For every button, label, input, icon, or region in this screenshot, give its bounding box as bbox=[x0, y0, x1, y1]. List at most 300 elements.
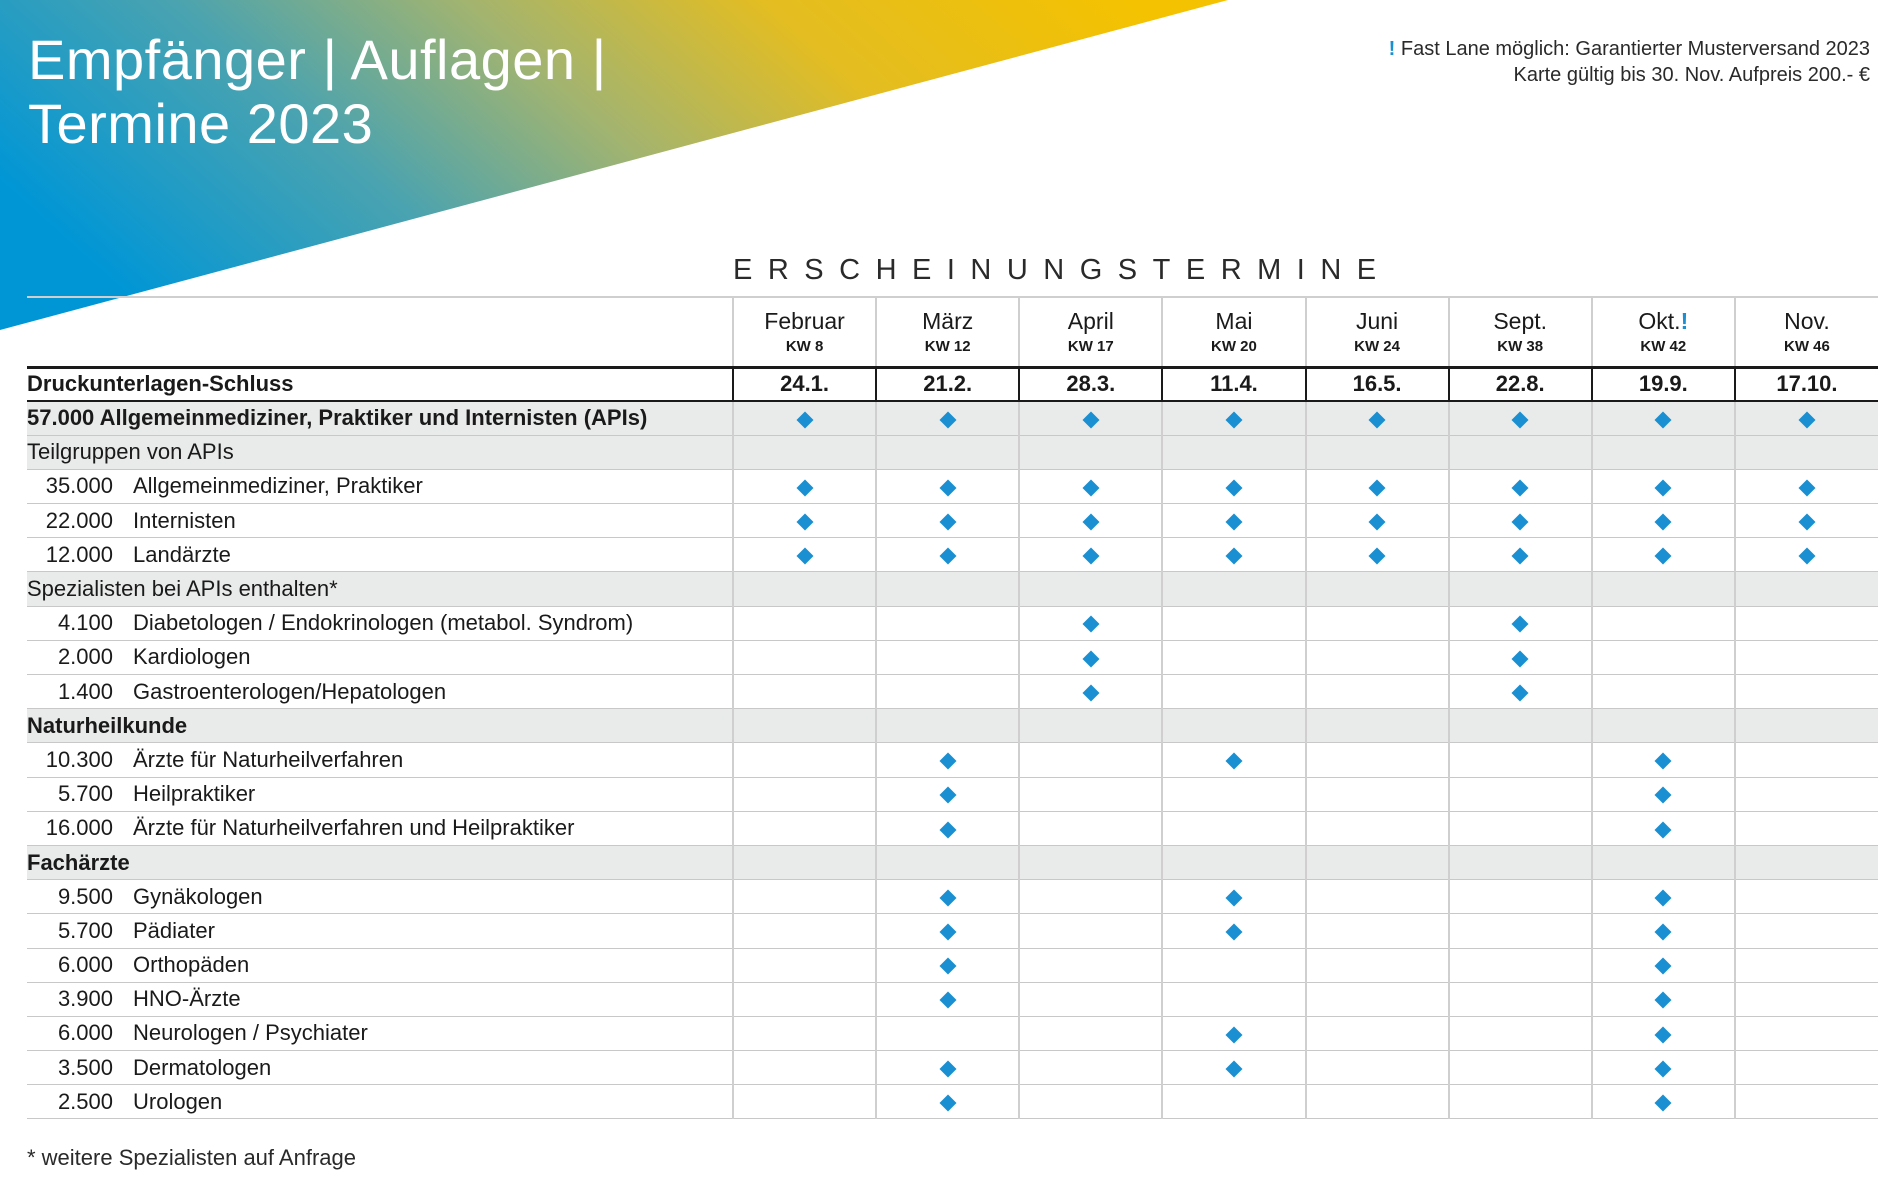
schedule-cell bbox=[733, 640, 876, 674]
schedule-cell bbox=[876, 1085, 1019, 1119]
schedule-cell bbox=[1449, 538, 1592, 572]
schedule-cell bbox=[1162, 1085, 1305, 1119]
diamond-marker-icon bbox=[796, 479, 813, 496]
schedule-cell bbox=[1449, 743, 1592, 777]
schedule-cell bbox=[733, 982, 876, 1016]
fast-lane-mark: ! bbox=[1680, 307, 1689, 334]
schedule-cell bbox=[1735, 1016, 1878, 1050]
diamond-marker-icon bbox=[1225, 889, 1242, 906]
month-name-text: Februar bbox=[764, 307, 845, 334]
month-name bbox=[1020, 308, 1161, 334]
row-quantity: 16.000 bbox=[45, 815, 113, 841]
schedule-cell bbox=[1735, 709, 1878, 743]
schedule-cell bbox=[1019, 538, 1162, 572]
table-row bbox=[27, 709, 1878, 743]
schedule-cell bbox=[1162, 880, 1305, 914]
row-label bbox=[27, 435, 733, 469]
schedule-cell bbox=[1019, 811, 1162, 845]
diamond-marker-icon bbox=[1082, 479, 1099, 496]
schedule-cell bbox=[1449, 948, 1592, 982]
row-quantity: 5.700 bbox=[57, 917, 113, 943]
diamond-marker-icon bbox=[939, 548, 956, 565]
schedule-cell bbox=[1449, 880, 1592, 914]
schedule-cell bbox=[733, 880, 876, 914]
schedule-cell bbox=[1019, 1085, 1162, 1119]
schedule-cell bbox=[1592, 1016, 1735, 1050]
schedule-cell bbox=[1592, 982, 1735, 1016]
month-header-6 bbox=[1592, 297, 1735, 367]
schedule-cell bbox=[1449, 1016, 1592, 1050]
row-label-text: Spezialisten bei APIs enthalten* bbox=[27, 576, 338, 602]
diamond-marker-icon bbox=[1082, 684, 1099, 701]
month-name bbox=[877, 308, 1018, 334]
diamond-marker-icon bbox=[1512, 513, 1529, 530]
month-name-text: Okt. bbox=[1638, 307, 1681, 334]
diamond-marker-icon bbox=[939, 513, 956, 530]
footnote: * weitere Spezialisten auf Anfrage bbox=[27, 1145, 356, 1170]
diamond-marker-icon bbox=[1225, 1026, 1242, 1043]
row-label-text: Dermatologen bbox=[133, 1054, 272, 1080]
diamond-marker-icon bbox=[939, 992, 956, 1009]
diamond-marker-icon bbox=[1082, 650, 1099, 667]
row-label bbox=[27, 469, 733, 503]
schedule-cell bbox=[1162, 401, 1305, 435]
diamond-marker-icon bbox=[1225, 924, 1242, 941]
row-quantity: 22.000 bbox=[45, 507, 113, 533]
schedule-cell bbox=[1449, 914, 1592, 948]
schedule-cell bbox=[1449, 469, 1592, 503]
schedule-cell bbox=[1735, 640, 1878, 674]
month-header-4 bbox=[1306, 297, 1449, 367]
calendar-week: KW 38 bbox=[1497, 337, 1544, 355]
deadline-label: Druckunterlagen-Schluss bbox=[27, 367, 733, 401]
schedule-cell bbox=[1162, 1016, 1305, 1050]
schedule-cell bbox=[1449, 572, 1592, 606]
schedule-cell bbox=[733, 435, 876, 469]
schedule-cell bbox=[1019, 675, 1162, 709]
schedule-cell bbox=[1449, 1051, 1592, 1085]
month-header-7 bbox=[1735, 297, 1878, 367]
table-row bbox=[27, 914, 1878, 948]
schedule-cell bbox=[1306, 880, 1449, 914]
diamond-marker-icon bbox=[796, 548, 813, 565]
diamond-marker-icon bbox=[1655, 821, 1672, 838]
table-row bbox=[27, 640, 1878, 674]
schedule-cell bbox=[733, 948, 876, 982]
schedule-cell bbox=[1735, 982, 1878, 1016]
row-label bbox=[27, 606, 733, 640]
schedule-cell bbox=[1449, 504, 1592, 538]
schedule-cell bbox=[733, 572, 876, 606]
table-row bbox=[27, 1016, 1878, 1050]
schedule-cell bbox=[1735, 914, 1878, 948]
schedule-cell bbox=[1162, 504, 1305, 538]
fast-lane-line-1: Fast Lane möglich: Garantierter Musterversand 2023 bbox=[1400, 38, 1870, 60]
schedule-cell bbox=[1019, 640, 1162, 674]
schedule-cell bbox=[1735, 880, 1878, 914]
row-quantity: 2.000 bbox=[57, 644, 113, 670]
schedule-cell bbox=[1592, 640, 1735, 674]
calendar-week: KW 8 bbox=[785, 337, 824, 355]
schedule-cell bbox=[733, 743, 876, 777]
schedule-cell bbox=[1592, 743, 1735, 777]
schedule-cell bbox=[1306, 504, 1449, 538]
schedule-cell bbox=[1306, 709, 1449, 743]
row-quantity: 12.000 bbox=[45, 541, 113, 567]
schedule-cell bbox=[1162, 469, 1305, 503]
month-header-1 bbox=[876, 297, 1019, 367]
schedule-cell bbox=[1449, 1085, 1592, 1119]
schedule-cell bbox=[1592, 435, 1735, 469]
row-label-text: Kardiologen bbox=[133, 644, 251, 670]
month-name-text: April bbox=[1067, 307, 1114, 334]
table-row bbox=[27, 948, 1878, 982]
diamond-marker-icon bbox=[1369, 548, 1386, 565]
schedule-cell bbox=[876, 811, 1019, 845]
schedule-cell bbox=[1449, 606, 1592, 640]
row-label-text: Ärzte für Naturheilverfahren und Heilpraktiker bbox=[133, 815, 575, 841]
schedule-cell bbox=[1162, 743, 1305, 777]
schedule-cell bbox=[1306, 640, 1449, 674]
fast-lane-mark: ! bbox=[1388, 38, 1396, 60]
schedule-cell bbox=[1449, 640, 1592, 674]
diamond-marker-icon bbox=[1512, 411, 1529, 428]
schedule-cell bbox=[1592, 845, 1735, 879]
month-name bbox=[734, 308, 875, 334]
month-name-text: Juni bbox=[1355, 307, 1399, 334]
month-name bbox=[1163, 308, 1304, 334]
schedule-cell bbox=[1306, 469, 1449, 503]
schedule-cell bbox=[1306, 1016, 1449, 1050]
schedule-cell bbox=[876, 845, 1019, 879]
schedule-cell bbox=[1162, 709, 1305, 743]
diamond-marker-icon bbox=[1225, 753, 1242, 770]
month-name bbox=[1307, 308, 1448, 334]
table-row bbox=[27, 845, 1878, 879]
deadline-date-7: 17.10. bbox=[1735, 367, 1878, 401]
schedule-cell bbox=[1735, 435, 1878, 469]
fast-lane-line-2: Karte gültig bis 30. Nov. Aufpreis 200.- € bbox=[1513, 64, 1870, 86]
page-title bbox=[28, 28, 607, 156]
diamond-marker-icon bbox=[939, 479, 956, 496]
table-row bbox=[27, 401, 1878, 435]
schedule-cell bbox=[1592, 401, 1735, 435]
diamond-marker-icon bbox=[1225, 411, 1242, 428]
schedule-cell bbox=[1735, 1051, 1878, 1085]
schedule-cell bbox=[876, 982, 1019, 1016]
schedule-cell bbox=[733, 504, 876, 538]
schedule-cell bbox=[733, 845, 876, 879]
schedule-cell bbox=[733, 709, 876, 743]
table-row bbox=[27, 777, 1878, 811]
deadline-date-3: 11.4. bbox=[1162, 367, 1305, 401]
schedule-cell bbox=[1019, 743, 1162, 777]
schedule-cell bbox=[1019, 914, 1162, 948]
diamond-marker-icon bbox=[1082, 411, 1099, 428]
diamond-marker-icon bbox=[1655, 1026, 1672, 1043]
deadline-date-4: 16.5. bbox=[1306, 367, 1449, 401]
schedule-cell bbox=[876, 743, 1019, 777]
deadline-row bbox=[27, 367, 1878, 401]
schedule-cell bbox=[1592, 572, 1735, 606]
diamond-marker-icon bbox=[1655, 889, 1672, 906]
diamond-marker-icon bbox=[1225, 548, 1242, 565]
table-row bbox=[27, 435, 1878, 469]
diamond-marker-icon bbox=[1225, 479, 1242, 496]
row-label bbox=[27, 880, 733, 914]
diamond-marker-icon bbox=[1655, 1060, 1672, 1077]
row-label-text: Landärzte bbox=[133, 541, 231, 567]
schedule-cell bbox=[733, 914, 876, 948]
schedule-cell bbox=[1162, 1051, 1305, 1085]
schedule-cell bbox=[1592, 1085, 1735, 1119]
diamond-marker-icon bbox=[1798, 548, 1815, 565]
diamond-marker-icon bbox=[1369, 479, 1386, 496]
deadline-date-2: 28.3. bbox=[1019, 367, 1162, 401]
schedule-cell bbox=[1592, 675, 1735, 709]
schedule-cell bbox=[1306, 982, 1449, 1016]
schedule-cell bbox=[1449, 982, 1592, 1016]
row-quantity: 3.900 bbox=[57, 986, 113, 1012]
schedule-cell bbox=[733, 1016, 876, 1050]
diamond-marker-icon bbox=[796, 411, 813, 428]
diamond-marker-icon bbox=[1512, 616, 1529, 633]
row-quantity: 6.000 bbox=[57, 952, 113, 978]
diamond-marker-icon bbox=[939, 821, 956, 838]
diamond-marker-icon bbox=[1655, 753, 1672, 770]
schedule-cell bbox=[1162, 572, 1305, 606]
diamond-marker-icon bbox=[939, 787, 956, 804]
schedule-cell bbox=[1019, 777, 1162, 811]
calendar-week: KW 17 bbox=[1067, 337, 1114, 355]
schedule-cell bbox=[1735, 743, 1878, 777]
diamond-marker-icon bbox=[1798, 411, 1815, 428]
row-label-text: Fachärzte bbox=[27, 849, 130, 875]
row-quantity: 3.500 bbox=[57, 1054, 113, 1080]
month-header-row bbox=[27, 297, 1878, 367]
schedule-cell bbox=[1735, 572, 1878, 606]
row-label-text: Ärzte für Naturheilverfahren bbox=[133, 746, 404, 772]
section-heading: ERSCHEINUNGSTERMINE bbox=[733, 254, 1392, 286]
schedule-cell bbox=[1306, 401, 1449, 435]
schedule-cell bbox=[876, 504, 1019, 538]
row-label bbox=[27, 777, 733, 811]
diamond-marker-icon bbox=[939, 411, 956, 428]
title-line-1: Empfänger | Auflagen | bbox=[28, 28, 607, 91]
diamond-marker-icon bbox=[1512, 684, 1529, 701]
row-label-text: Allgemeinmediziner, Praktiker bbox=[133, 473, 423, 499]
table-row bbox=[27, 743, 1878, 777]
diamond-marker-icon bbox=[1512, 650, 1529, 667]
calendar-week: KW 12 bbox=[924, 337, 971, 355]
diamond-marker-icon bbox=[1655, 513, 1672, 530]
schedule-cell bbox=[876, 572, 1019, 606]
schedule-cell bbox=[1735, 675, 1878, 709]
table-row bbox=[27, 1085, 1878, 1119]
deadline-date-0: 24.1. bbox=[733, 367, 876, 401]
schedule-cell bbox=[1019, 606, 1162, 640]
schedule-cell bbox=[1019, 469, 1162, 503]
row-quantity: 4.100 bbox=[57, 610, 113, 636]
row-label-text: Gastroenterologen/Hepatologen bbox=[133, 678, 447, 704]
month-name bbox=[1736, 308, 1878, 334]
table-row bbox=[27, 469, 1878, 503]
schedule-cell bbox=[733, 538, 876, 572]
schedule-cell bbox=[1592, 777, 1735, 811]
table-row bbox=[27, 982, 1878, 1016]
month-name-text: Nov. bbox=[1784, 307, 1830, 334]
row-label bbox=[27, 914, 733, 948]
calendar-week: KW 46 bbox=[1784, 337, 1830, 355]
schedule-cell bbox=[1162, 811, 1305, 845]
schedule-cell bbox=[1306, 435, 1449, 469]
row-label bbox=[27, 811, 733, 845]
schedule-cell bbox=[1019, 1016, 1162, 1050]
schedule-cell bbox=[1592, 811, 1735, 845]
schedule-cell bbox=[733, 606, 876, 640]
schedule-cell bbox=[876, 777, 1019, 811]
schedule-cell bbox=[876, 948, 1019, 982]
schedule-cell bbox=[1592, 948, 1735, 982]
row-label bbox=[27, 1016, 733, 1050]
diamond-marker-icon bbox=[1655, 958, 1672, 975]
schedule-cell bbox=[1306, 572, 1449, 606]
schedule-cell bbox=[1306, 811, 1449, 845]
diamond-marker-icon bbox=[1798, 513, 1815, 530]
row-label-text: Pädiater bbox=[133, 917, 215, 943]
schedule-cell bbox=[1449, 845, 1592, 879]
diamond-marker-icon bbox=[1082, 616, 1099, 633]
schedule-cell bbox=[1735, 777, 1878, 811]
diamond-marker-icon bbox=[1369, 411, 1386, 428]
calendar-week: KW 24 bbox=[1354, 337, 1400, 355]
diamond-marker-icon bbox=[939, 924, 956, 941]
row-label-text: Diabetologen / Endokrinologen (metabol. Syndrom) bbox=[133, 610, 634, 636]
schedule-cell bbox=[1592, 880, 1735, 914]
schedule-cell bbox=[1592, 538, 1735, 572]
diamond-marker-icon bbox=[1655, 1095, 1672, 1112]
schedule-cell bbox=[1735, 1085, 1878, 1119]
diamond-marker-icon bbox=[939, 1060, 956, 1077]
schedule-cell bbox=[1735, 504, 1878, 538]
row-label-text: Gynäkologen bbox=[133, 883, 263, 909]
schedule-cell bbox=[1019, 880, 1162, 914]
schedule-cell bbox=[876, 435, 1019, 469]
schedule-cell bbox=[1306, 845, 1449, 879]
schedule-cell bbox=[1019, 709, 1162, 743]
schedule-cell bbox=[1592, 504, 1735, 538]
schedule-cell bbox=[1306, 606, 1449, 640]
month-name bbox=[1450, 308, 1591, 334]
row-label-text: 57.000 Allgemeinmediziner, Praktiker und Internisten (APIs) bbox=[27, 405, 648, 431]
table-row bbox=[27, 675, 1878, 709]
diamond-marker-icon bbox=[1655, 924, 1672, 941]
schedule-cell bbox=[1449, 709, 1592, 743]
month-header-0 bbox=[733, 297, 876, 367]
schedule-cell bbox=[1449, 401, 1592, 435]
schedule-cell bbox=[1019, 982, 1162, 1016]
row-label bbox=[27, 640, 733, 674]
schedule-cell bbox=[733, 1051, 876, 1085]
schedule-table bbox=[27, 296, 1878, 1119]
row-quantity: 10.300 bbox=[45, 746, 113, 772]
schedule-cell bbox=[1592, 1051, 1735, 1085]
row-label bbox=[27, 948, 733, 982]
deadline-date-5: 22.8. bbox=[1449, 367, 1592, 401]
month-header-2 bbox=[1019, 297, 1162, 367]
fast-lane-note bbox=[1389, 36, 1870, 88]
schedule-cell bbox=[876, 469, 1019, 503]
schedule-cell bbox=[1306, 675, 1449, 709]
schedule-cell bbox=[733, 675, 876, 709]
month-name-text: März bbox=[922, 307, 974, 334]
schedule-cell bbox=[1019, 948, 1162, 982]
schedule-cell bbox=[1162, 914, 1305, 948]
schedule-cell bbox=[1592, 709, 1735, 743]
calendar-week: KW 42 bbox=[1640, 337, 1687, 355]
calendar-week: KW 20 bbox=[1211, 337, 1257, 355]
month-header-3 bbox=[1162, 297, 1305, 367]
row-label bbox=[27, 675, 733, 709]
row-label bbox=[27, 1051, 733, 1085]
schedule-cell bbox=[733, 401, 876, 435]
schedule-cell bbox=[1019, 401, 1162, 435]
row-label bbox=[27, 982, 733, 1016]
table-row bbox=[27, 504, 1878, 538]
schedule-cell bbox=[1162, 845, 1305, 879]
schedule-cell bbox=[733, 469, 876, 503]
schedule-cell bbox=[1162, 675, 1305, 709]
schedule-cell bbox=[1019, 1051, 1162, 1085]
schedule-cell bbox=[1592, 469, 1735, 503]
schedule-cell bbox=[1449, 811, 1592, 845]
table-row bbox=[27, 1051, 1878, 1085]
row-label-text: Orthopäden bbox=[133, 952, 250, 978]
row-label-text: Heilpraktiker bbox=[133, 781, 256, 807]
row-label-text: Neurologen / Psychiater bbox=[133, 1020, 368, 1046]
diamond-marker-icon bbox=[1512, 479, 1529, 496]
schedule-cell bbox=[1162, 640, 1305, 674]
diamond-marker-icon bbox=[939, 1095, 956, 1112]
month-header-5 bbox=[1449, 297, 1592, 367]
diamond-marker-icon bbox=[939, 889, 956, 906]
month-name-text: Sept. bbox=[1493, 307, 1548, 334]
schedule-cell bbox=[1735, 845, 1878, 879]
diamond-marker-icon bbox=[1225, 1060, 1242, 1077]
row-label bbox=[27, 504, 733, 538]
schedule-cell bbox=[1735, 948, 1878, 982]
schedule-cell bbox=[1735, 811, 1878, 845]
schedule-cell bbox=[1449, 435, 1592, 469]
schedule-cell bbox=[1449, 675, 1592, 709]
schedule-cell bbox=[1306, 1085, 1449, 1119]
month-name bbox=[1593, 308, 1734, 334]
schedule-cell bbox=[1019, 572, 1162, 606]
row-quantity: 35.000 bbox=[45, 473, 113, 499]
schedule-cell bbox=[876, 880, 1019, 914]
diamond-marker-icon bbox=[1225, 513, 1242, 530]
row-label bbox=[27, 743, 733, 777]
schedule-cell bbox=[1735, 469, 1878, 503]
diamond-marker-icon bbox=[1655, 548, 1672, 565]
schedule-cell bbox=[1019, 845, 1162, 879]
schedule-cell bbox=[1162, 777, 1305, 811]
schedule-cell bbox=[1306, 538, 1449, 572]
schedule-cell bbox=[876, 401, 1019, 435]
schedule-cell bbox=[1019, 435, 1162, 469]
row-quantity: 1.400 bbox=[57, 678, 113, 704]
row-quantity: 2.500 bbox=[57, 1088, 113, 1114]
